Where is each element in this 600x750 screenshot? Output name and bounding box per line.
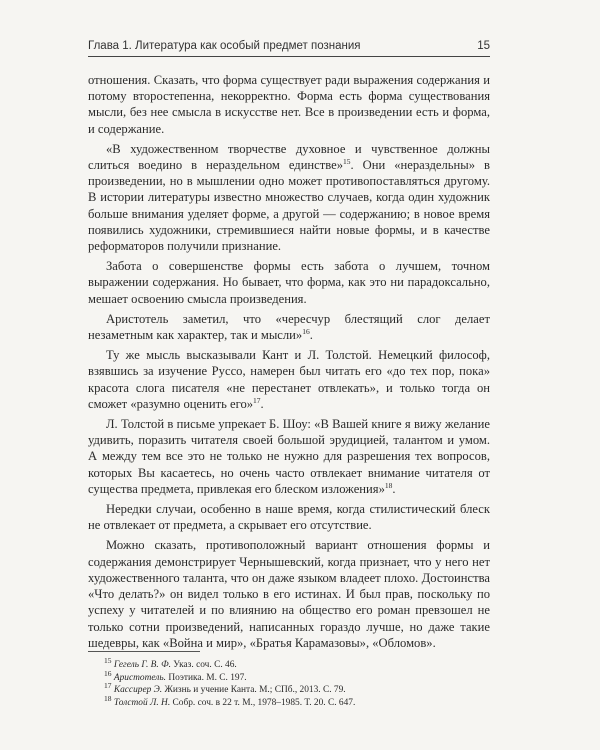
- running-header: [88, 40, 490, 57]
- paragraph: «В художественном творчестве духовное и чувственное должны слиться воедино в нераздельном единстве»$^{15}$. Они «нераздельны» в произведении, но в мышлении одно может противопоставляться другому. В истории литературы известно множество случаев, когда один художник больше внимания уделяет форме, а другой — содержанию; в новое время появились художники, стремившиеся найти новые формы, и в качестве реформаторов получили признание.: [88, 141, 490, 254]
- paragraph: Можно сказать, противоположный вариант отношения формы и содержания демонстрирует Чернышевский, когда признает, что у него нет художественного таланта, что он даже языком владеет плохо. Достоинства «Что делать?» он видел только в его истинах. И был прав, поскольку по успеху у читателей и по влиянию на общество его роман превзошел не только сотни произведений, написанных гораздо лучше, но даже такие шедевры, как «Война и мир», «Братья Карамазовы», «Обломов».: [88, 538, 490, 650]
- paragraph: Нередки случаи, особенно в наше время, когда стилистический блеск не отвлекает от предмета, а скрывает его отсутствие.: [88, 502, 490, 533]
- footnote: $^{18}$ Толстой Л. Н. Собр. соч. в 22 т. М., 1978–1985. Т. 20. С. 647.: [104, 693, 356, 708]
- paragraph: Ту же мысль высказывали Кант и Л. Толстой. Немецкий философ, взявшись за изучение Руссо, намерен был читать его «до тех пор, пока» красота слога писателя «не перестанет отвлекать», и только тогда он сможет «разумно оценить его»$^{17}$.: [88, 348, 490, 411]
- footnote: $^{17}$ Кассирер Э. Жизнь и учение Канта. М.; СПб., 2013. С. 79.: [104, 681, 346, 696]
- paragraph: Забота о совершенстве формы есть забота о лучшем, точном выражении содержания. Но бывает, что форма, как это ни парадоксально, мешает освоению смысла произведения.: [88, 259, 490, 306]
- chapter-title: Глава 1. Литература как особый предмет познания: [88, 40, 361, 52]
- footnote-ref[interactable]: 16: [302, 326, 310, 336]
- paragraph: отношения. Сказать, что форма существует ради выражения содержания и потому второстепенна, некорректно. Форма есть форма существования мысли, без нее смысла в искусстве нет. Все в произведении есть и форма, и содержание.: [88, 73, 490, 136]
- paragraph: Л. Толстой в письме упрекает Б. Шоу: «В Вашей книге я вижу желание удивить, поразить читателя своей большой эрудицией, талантом и умом. А между тем все это не только не нужно для разрешения тех вопросов, которых Вы касаетесь, но очень часто отвлекает внимание читателя от существа предмета, привлекая его блеском изложения»$^{18}$.: [88, 417, 490, 496]
- footnote: $^{16}$ Аристотель. Поэтика. М. С. 197.: [104, 668, 247, 683]
- paragraph: Аристотель заметил, что «чересчур блестящий слог делает незаметным как характер, так и мысли»$^{16}$.: [88, 311, 490, 343]
- footnote: $^{15}$ Гегель Г. В. Ф. Указ. соч. С. 46.: [104, 655, 237, 670]
- page-number: 15: [477, 40, 490, 52]
- main-text: [88, 72, 490, 655]
- footnotes: [88, 655, 490, 709]
- footnote-ref[interactable]: 15: [343, 156, 351, 166]
- footnote-ref[interactable]: 17: [253, 395, 261, 405]
- footnote-ref[interactable]: 18: [384, 480, 393, 490]
- footnote-divider: [88, 651, 200, 652]
